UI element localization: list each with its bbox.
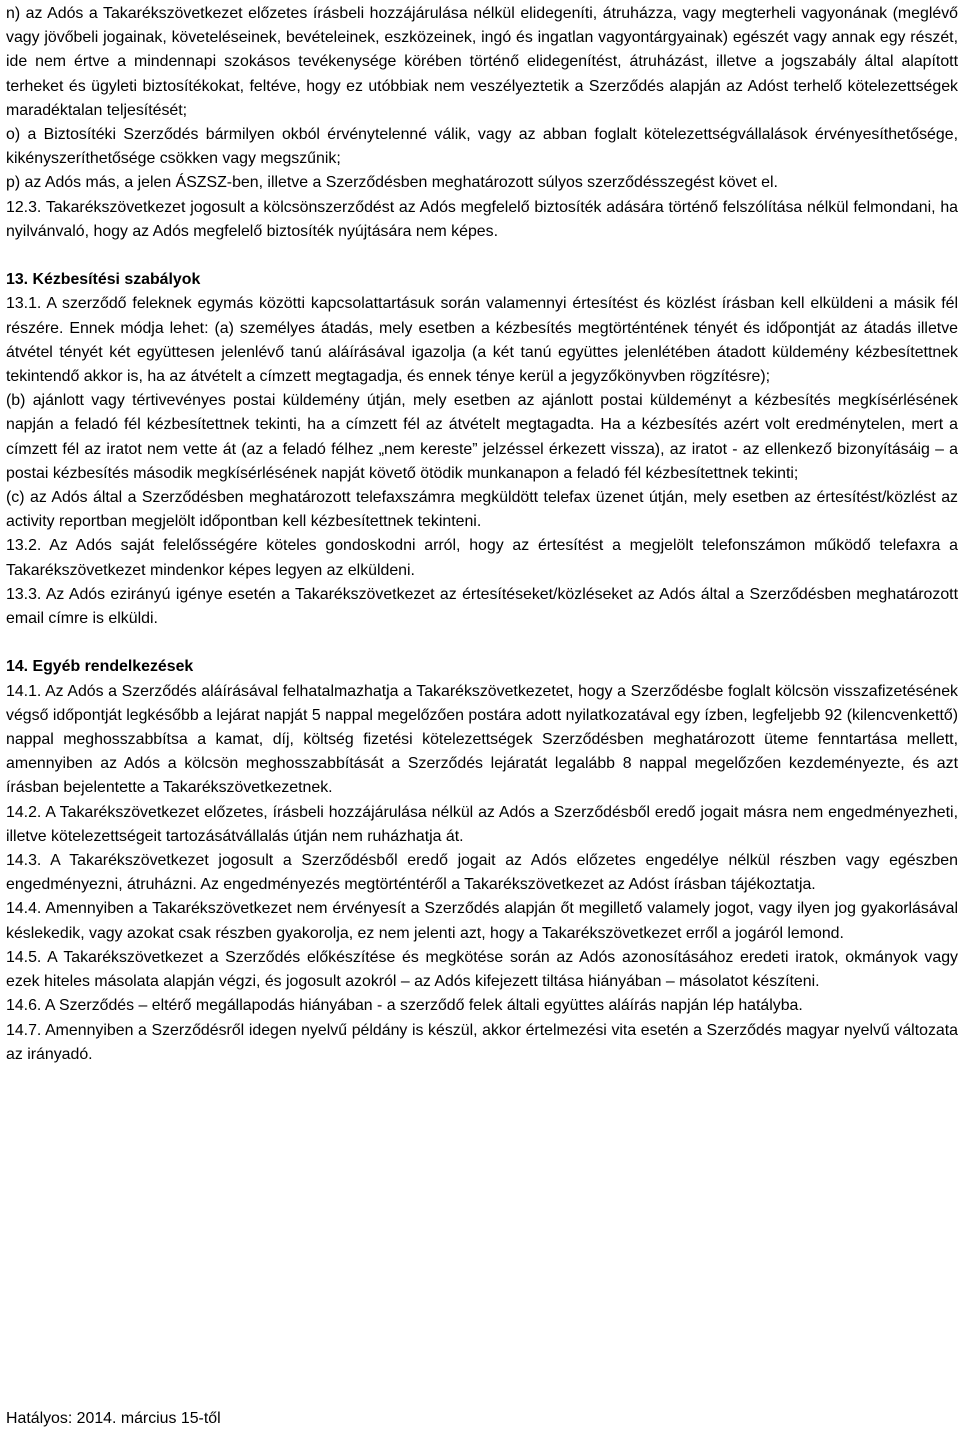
paragraph: 13.3. Az Adós ezirányú igénye esetén a Takarékszövetkezet az értesítéseket/közléseket az Adós által a Szerződésben meghatározott email címre is elküldi. (6, 585, 958, 628)
section-gap (6, 244, 958, 268)
paragraph: 14.1. Az Adós a Szerződés aláírásával felhatalmazhatja a Takarékszövetkezetet, hogy a Szerződésbe foglalt kölcsön visszafizetésének végső időpontját legkésőbb a lejárat napját 5 nappal megelőzően postára adott nyilatkozatával egy ízben, legfeljebb 92 (kilencvenkettő) nappal meghosszabbítsa a kamat, díj, költség fizetési kötelezettségek Szerződésben meghatározott üteme fenntartása mellett, amennyiben az Adós a kölcsön meghosszabbítását a Szerződés lejáratát legalább 8 nappal megelőzően kezdeményezte, és azt írásban bejelentette a Takarékszövetkezetnek. (6, 682, 958, 797)
section-gap (6, 631, 958, 655)
paragraph: 14.6. A Szerződés – eltérő megállapodás hiányában - a szerződő felek általi együttes aláírás napján lép hatályba. (6, 997, 803, 1015)
paragraph: p) az Adós más, a jelen ÁSZSZ-ben, illetve a Szerződésben meghatározott súlyos szerződésszegést követ el. (6, 174, 778, 192)
paragraph: (c) az Adós által a Szerződésben meghatározott telefaxszámra megküldött telefax üzenet útján, mely esetben az értesítést/közlést az activity reportban megjelölt időpontban kell kézbesítettnek tekinteni. (6, 489, 958, 531)
paragraph: n) az Adós a Takarékszövetkezet előzetes írásbeli hozzájárulása nélkül elidegeníti, átruházza, vagy megterheli vagyonának (meglévő vagy jövőbeli jogainak, követeléseinek, bevételeinek, eszközeinek, ingó és ingatlan vagyontárgyainak) egészét vagy annak egy részét, ide nem értve a mindennapi szokásos tevékenysége körében történő elidegenítést, átruházást, illetve a jogszabály által alapított terheket és ügyleti biztosítékokat, feltéve, hogy ez utóbbiak nem veszélyeztetik a Szerződés alapján az Adóst terhelő kötelezettségek maradéktalan teljesítését; (6, 5, 958, 119)
section-heading: 13. Kézbesítési szabályok (6, 271, 201, 289)
paragraph: 12.3. Takarékszövetkezet jogosult a kölcsönszerződést az Adós megfelelő biztosíték adására történő felszólítása nélkül felmondani, ha nyilvánvaló, hogy az Adós megfelelő biztosíték nyújtására nem képes. (6, 198, 958, 240)
footer-effective-date: Hatályos: 2014. március 15-től (6, 1410, 221, 1427)
document-body (6, 2, 958, 1067)
section-heading: 14. Egyéb rendelkezések (6, 658, 194, 676)
paragraph: 14.7. Amennyiben a Szerződésről idegen nyelvű példány is készül, akkor értelmezési vita esetén a Szerződés magyar nyelvű változata az irányadó. (6, 1021, 958, 1063)
paragraph: 13.2. Az Adós saját felelősségére köteles gondoskodni arról, hogy az értesítést a megjelölt telefonszámon működő telefaxra a Takarékszövetkezet mindenkor képes legyen az elküldeni. (6, 537, 958, 579)
paragraph: 14.2. A Takarékszövetkezet előzetes, írásbeli hozzájárulása nélkül az Adós a Szerződésből eredő jogait másra nem engedményezheti, illetve kötelezettségeit tartozásátvállalás útján nem ruházhatja át. (6, 803, 958, 845)
paragraph: 14.4. Amennyiben a Takarékszövetkezet nem érvényesít a Szerződés alapján őt megillető valamely jogot, vagy ilyen jog gyakorlásával késlekedik, vagy azokat csak részben gyakorolja, ez nem jelenti azt, hogy a Takarékszövetkezet erről a jogáról lemond. (6, 900, 958, 942)
paragraph: 13.1. A szerződő feleknek egymás közötti kapcsolattartásuk során valamennyi értesítést és közlést írásban kell elküldeni a másik fél részére. Ennek módja lehet: (a) személyes átadás, mely esetben a kézbesítés megtörténtének tényét és időpontját az átadás illetve átvétel tényét két együttesen jelenlévő tanú aláírásával igazolja (a két tanú együttes jelenlétében átadott küldemény kézbesítettnek tekintendő akkor is, ha az átvételt a címzett megtagadja, és ennek ténye kerül a jegyzőkönyvben rögzítésre); (6, 295, 958, 386)
paragraph: 14.5. A Takarékszövetkezet a Szerződés előkészítése és megkötése során az Adós azonosításához eredeti iratok, okmányok vagy ezek hiteles másolata alapján végzi, és jogosult azokról – az Adós kifejezett tiltása hiányában – másolatot készíteni. (6, 948, 958, 991)
paragraph: o) a Biztosítéki Szerződés bármilyen okból érvénytelenné válik, vagy az abban foglalt kötelezettségvállalások érvényesíthetősége, kikényszeríthetősége csökken vagy megszűnik; (6, 126, 958, 168)
paragraph: (b) ajánlott vagy tértivevényes postai küldemény útján, mely esetben az ajánlott postai küldeményt a kézbesítés megkísérlésének napján a feladó fél kézbesítettnek tekinti, ha a címzett fél az átvételt megtagadta. Ha a kézbesítés azért volt eredménytelen, mert a címzett fél az iratot nem vette át (az a feladó félhez „nem kereste” jelzéssel érkezett vissza), az iratot - az ellenkező bizonyításáig – a postai kézbesítés második megkísérlésének napját követő ötödik munkanapon a feladó fél kézbesítettnek tekinti; (6, 392, 958, 482)
paragraph: 14.3. A Takarékszövetkezet jogosult a Szerződésből eredő jogait az Adós előzetes engedélye nélkül részben vagy egészben engedményezni, átruházni. Az engedményezés megtörténtéről a Takarékszövetkezet az Adóst írásban tájékoztatja. (6, 852, 958, 894)
